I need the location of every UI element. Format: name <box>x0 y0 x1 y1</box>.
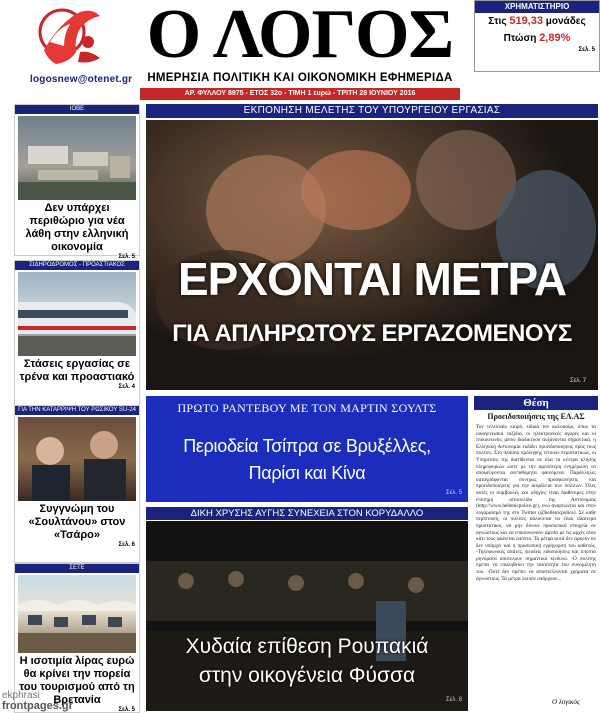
market-header: ΧΡΗΜΑΤΙΣΤΗΡΙΟ <box>475 1 599 13</box>
bottom-headline-line2: στην οικογένεια Φύσσα <box>198 664 416 687</box>
story-caption: Συγγνώμη του «Σουλτάνου» στον «Τσάρο» <box>28 503 126 541</box>
story-headline-line1: Περιοδεία Τσίπρα σε Βρυξέλλες, <box>183 436 431 456</box>
story-headline-line2: Παρίσι και Κίνα <box>248 463 366 483</box>
story-tag: ΣΙΔΗΡΟΔΡΟΜΟΣ - ΠΡΟΑΣΤΙΑΚΟΣ <box>15 261 139 270</box>
editorial-signature: Ο λογικός <box>552 698 580 706</box>
leaders-photo <box>18 417 136 501</box>
story-tag: ΙΟΒΕ <box>15 105 139 114</box>
watermark-site[interactable]: frontpages.gr <box>2 700 73 712</box>
story-kicker: ΠΡΩΤΟ ΡΑΝΤΕΒΟΥ ΜΕ ΤΟΝ ΜΑΡΤΙΝ ΣΟΥΛΤΣ <box>177 401 437 415</box>
factory-aerial-image <box>18 116 136 200</box>
left-story-3[interactable] <box>14 405 140 563</box>
story-caption: Στάσεις εργασίας σε τρένα και προαστιακό <box>19 358 135 383</box>
story-caption: Δεν υπάρχει περιθώριο για νέα λάθη στην ελληνική οικονομία <box>25 202 129 253</box>
page-ref: Σελ. 5 <box>446 490 463 496</box>
page-ref: Σελ. 4 <box>118 384 135 390</box>
editorial-title: Θέση <box>474 396 598 410</box>
newspaper-title: Ο ΛΟΓΟΣ <box>146 0 454 73</box>
watermark-line1: ekphrasi <box>2 690 40 701</box>
issue-info-bar: ΑΡ. ΦΥΛΛΟΥ 8975 - ΕΤΟΣ 32ο - ΤΙΜΗ 1 ευρώ - ΤΡΙΤΗ 28 ΙΟΥΝΙΟΥ 2016 <box>140 88 460 100</box>
market-index-line: Στις 519,33 μονάδες <box>488 15 586 27</box>
main-story-tag: ΕΚΠΟΝΗΣΗ ΜΕΛΕΤΗΣ ΤΟΥ ΥΠΟΥΡΓΕΙΟΥ ΕΡΓΑΣΙΑΣ <box>146 104 598 118</box>
page-ref: Σελ. 6 <box>118 542 135 548</box>
newspaper-subtitle: ΗΜΕΡΗΣΙΑ ΠΟΛΙΤΙΚΗ ΚΑΙ ΟΙΚΟΝΟΜΙΚΗ ΕΦΗΜΕΡΙΔΑ <box>147 72 453 84</box>
left-story-1[interactable] <box>14 104 140 260</box>
logo-illustration <box>30 2 110 72</box>
page-ref: Σελ. 5 <box>118 254 135 260</box>
main-subhead: ΓΙΑ ΑΠΛΗΡΩΤΟΥΣ ΕΡΓΑΖΟΜΕΝΟΥΣ <box>172 320 572 347</box>
story-tag: ΓΙΑ ΤΗΝ ΚΑΤΑΡΡΙΨΗ ΤΟΥ ΡΩΣΙΚΟΥ SU-24 <box>15 406 139 415</box>
market-change-line: Πτώση 2,89% <box>503 32 571 44</box>
story-caption: Η ισοτιμία λίρας ευρώ θα κρίνει την πορεία του τουρισμού από τη Βρετανία <box>19 655 135 706</box>
email-address[interactable]: logosnew@otenet.gr <box>30 74 133 85</box>
main-headline[interactable]: ΕΡΧΟΝΤΑΙ ΜΕΤΡΑ <box>177 253 567 305</box>
editorial-subtitle: Προειδοποιήσεις της ΕΛ.ΑΣ <box>487 412 585 421</box>
tourism-image <box>18 575 136 653</box>
page-ref: Σελ. 5 <box>118 707 135 713</box>
left-story-2[interactable] <box>14 260 140 408</box>
train-image <box>18 272 136 356</box>
story-tag: ΣΕΤΕ <box>15 564 139 573</box>
editorial-body: Τον τελευταίο καιρό, ειδικά τον καλοκαίρι, όπου τα οικογενειακά ταξίδια, οι ηλεκτρονικές αγορές και οι επικοινωνίες μέσω διαδικτύου αυξάνονται σημαντικά, η Ελληνική Αστυνομία εκδίδει προειδοποιήσεις προς τους πολίτες. Στο πλαίσιο πρόληψης τέτοιων περιστατικών, οι Υπηρεσίες της διατίθενται σε όλα τα κέντρα κλήσης πληροφοριών ώστε με την αμεσότερη ενημέρωση να αποφεύγονται ανεπιθύμητα φαινόμενα. Παράλληλα, καταγράφονται συνεχώς προσφωνήσεις και προειδοποιήσεις για την ασφάλεια των πολιτών. Όλες αυτές οι συμβουλές και οδηγίες είναι διαθέσιμες στην επίσημη ιστοσελίδα της Αστυνομίας (http://www.hellenicpolice.gr), ενώ αναρτώνται και στον λογαριασμό της στο Twitter (@hellenicpolice). Σε κάθε περίπτωση, οι πολίτες καλούνται να είναι ιδιαίτερα προσεκτικοί, να μην δίνουν προσωπικά στοιχεία σε αγνώστους και να επικοινωνούν άμεσα με τις αρχές όταν κάτι τους φαίνεται ύποπτο. Τα μέτρα αυτά δεν αρκούν αν δεν υπάρχει και η προσωπική εγρήγορση του καθενός. -Τηλεφωνικές απάτες, ψευδείς ειδοποιήσεις και ύποπτα μηνύματα αποτελούν σημαντικό κίνδυνο. -Ο πολίτης πρέπει να επαληθεύει την ταυτότητα του συνομιλητή του. -Ποτέ δεν πρέπει να αποστέλλονται χρήματα σε άγνωστους. Τα μέτρα λοιπόν υπάρχουν... <box>476 424 596 582</box>
stock-market-box <box>474 0 600 72</box>
bottom-story-tag: ΔΙΚΗ ΧΡΥΣΗΣ ΑΥΓΗΣ ΣΥΝΕΧΕΙΑ ΣΤΟΝ ΚΟΡΥΔΑΛΛΟ <box>146 507 468 520</box>
page-ref: Σελ. 8 <box>446 697 463 703</box>
page-ref: Σελ. 7 <box>570 378 587 384</box>
page-ref: Σελ. 5 <box>578 47 595 53</box>
bottom-headline-line1[interactable]: Χυδαία επίθεση Ρουπακιά <box>185 635 429 658</box>
